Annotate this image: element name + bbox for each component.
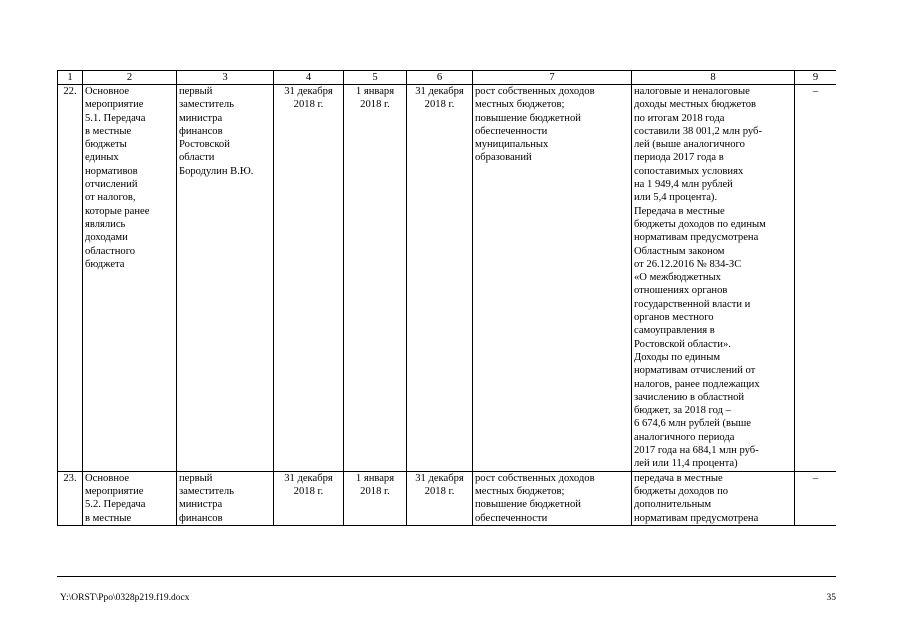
cell-line: зачислению в областной (634, 391, 745, 403)
cell-line: бюджеты доходов по (634, 485, 729, 497)
cell-line: 2018 г. (293, 485, 324, 497)
cell-line: налогов, ранее подлежащих (634, 378, 760, 390)
header-cell: 6 (407, 71, 473, 85)
cell-line: 31 декабря (415, 472, 464, 484)
cell-line: нормативам предусмотрена (634, 232, 759, 244)
reasons-cell: – (795, 85, 837, 472)
cell-line: Доходы по единым (634, 351, 721, 363)
cell-line: 31 декабря (415, 86, 464, 97)
cell-line: периода 2017 года в (634, 152, 724, 164)
cell-line: лей (выше аналогичного (634, 139, 745, 151)
cell-line: 2017 года на 684,1 млн руб- (634, 445, 759, 457)
cell-line: которые ранее (85, 205, 150, 217)
table-header-row (58, 71, 837, 85)
cell-line: лей или 11,4 процента) (634, 458, 738, 470)
report-table (57, 70, 836, 526)
cell-line: мероприятие (85, 485, 144, 497)
cell-line: рост собственных доходов (475, 472, 595, 484)
cell-line: областного (85, 245, 136, 257)
cell-line: 5.2. Передача (85, 499, 146, 511)
cell-line: бюджеты (85, 139, 127, 151)
cell-line: финансов (179, 125, 223, 137)
cell-line: Передача в местные (634, 205, 725, 217)
cell-line: самоуправления в (634, 325, 715, 337)
cell-line: мероприятие (85, 99, 144, 111)
row-number: 22. (58, 85, 83, 472)
cell-line: 31 декабря (284, 472, 333, 484)
cell-line: финансов (179, 512, 223, 524)
cell-line: повышение бюджетной (475, 112, 581, 124)
cell-line: 1 января (355, 472, 395, 484)
actual-end-cell (407, 85, 473, 472)
header-cell: 3 (177, 71, 274, 85)
cell-line: рост собственных доходов (475, 86, 595, 97)
cell-line: 31 декабря (284, 86, 333, 97)
planned-result-cell (473, 471, 632, 525)
footer-file-path: Y:\ORST\Ppo\0328p219.f19.docx (60, 593, 190, 603)
cell-line: Ростовской области». (634, 338, 731, 350)
cell-line: области (179, 152, 215, 164)
cell-line: или 5,4 процента). (634, 192, 718, 204)
cell-line: бюджет, за 2018 год – (634, 405, 731, 417)
cell-line: 1 января (355, 86, 395, 97)
header-cell: 5 (344, 71, 407, 85)
cell-line: на 1 949,4 млн рублей (634, 179, 733, 191)
cell-line: в местные (85, 125, 132, 137)
cell-line: от налогов, (85, 192, 136, 204)
cell-line: отчислений (85, 179, 138, 191)
cell-line: Ростовской (179, 139, 230, 151)
actual-end-cell (407, 471, 473, 525)
cell-line: государственной власти и (634, 298, 751, 310)
planned-result-cell (473, 85, 632, 472)
executor-cell (177, 85, 274, 472)
executor-cell (177, 471, 274, 525)
cell-line: по итогам 2018 года (634, 112, 725, 124)
cell-line: Областным законом (634, 245, 725, 257)
table-row (58, 85, 837, 472)
cell-line: доходами (85, 232, 128, 244)
table-row (58, 471, 837, 525)
cell-line: заместитель (179, 99, 235, 111)
cell-line: бюджеты доходов по единым (634, 218, 766, 230)
cell-line: единых (85, 152, 119, 164)
cell-line: первый (179, 86, 213, 97)
cell-line: Бородулин В.Ю. (179, 165, 254, 177)
cell-line: обеспеченности (475, 125, 548, 137)
header-cell: 9 (795, 71, 837, 85)
cell-line: министра (179, 112, 223, 124)
cell-line: повышение бюджетной (475, 499, 581, 511)
cell-line: 2018 г. (360, 485, 390, 497)
cell-line: нормативам предусмотрена (634, 512, 759, 524)
cell-line: составили 38 001,2 млн руб- (634, 125, 762, 137)
cell-line: 5.1. Передача (85, 112, 146, 124)
cell-line: муниципальных (475, 139, 549, 151)
cell-line: 2018 г. (424, 485, 455, 497)
cell-line: являлись (85, 218, 126, 230)
cell-line: 2018 г. (360, 99, 390, 111)
report-table-wrapper (57, 70, 836, 577)
actual-start-cell (344, 85, 407, 472)
cell-line: Основное (85, 472, 130, 484)
row-number: 23. (58, 471, 83, 525)
actual-result-cell (632, 85, 795, 472)
cell-line: Основное (85, 86, 130, 97)
cell-line: министра (179, 499, 223, 511)
cell-line: 2018 г. (293, 99, 324, 111)
cell-line: 6 674,6 млн рублей (выше (634, 418, 751, 430)
header-cell: 2 (83, 71, 177, 85)
cell-line: органов местного (634, 312, 714, 324)
cell-line: заместитель (179, 485, 235, 497)
cell-line: налоговые и неналоговые (634, 86, 750, 97)
cell-line: от 26.12.2016 № 834-ЗС (634, 258, 742, 270)
cell-line: обеспеченности (475, 512, 548, 524)
cell-line: первый (179, 472, 213, 484)
header-cell: 1 (58, 71, 83, 85)
cell-line: аналогичного периода (634, 431, 735, 443)
cell-line: местных бюджетов; (475, 485, 565, 497)
cell-line: «О межбюджетных (634, 272, 721, 284)
cell-line: передача в местные (634, 472, 723, 484)
cell-line: отношениях органов (634, 285, 728, 297)
actual-start-cell (344, 471, 407, 525)
cell-line: образований (475, 152, 532, 164)
cell-line: 2018 г. (424, 99, 455, 111)
cell-line: местных бюджетов; (475, 99, 565, 111)
cell-line: дополнительным (634, 499, 712, 511)
cell-line: нормативам отчислений от (634, 365, 756, 377)
planned-end-cell (274, 85, 344, 472)
reasons-cell: – (795, 471, 837, 525)
measure-cell (83, 85, 177, 472)
header-cell: 8 (632, 71, 795, 85)
footer-page-number: 35 (826, 593, 836, 603)
cell-line: нормативов (85, 165, 138, 177)
actual-result-cell (632, 471, 795, 525)
measure-cell (83, 471, 177, 525)
cell-line: доходы местных бюджетов (634, 99, 757, 111)
header-cell: 7 (473, 71, 632, 85)
cell-line: бюджета (85, 258, 125, 270)
header-cell: 4 (274, 71, 344, 85)
cell-line: в местные (85, 512, 132, 524)
planned-end-cell (274, 471, 344, 525)
cell-line: сопоставимых условиях (634, 165, 744, 177)
